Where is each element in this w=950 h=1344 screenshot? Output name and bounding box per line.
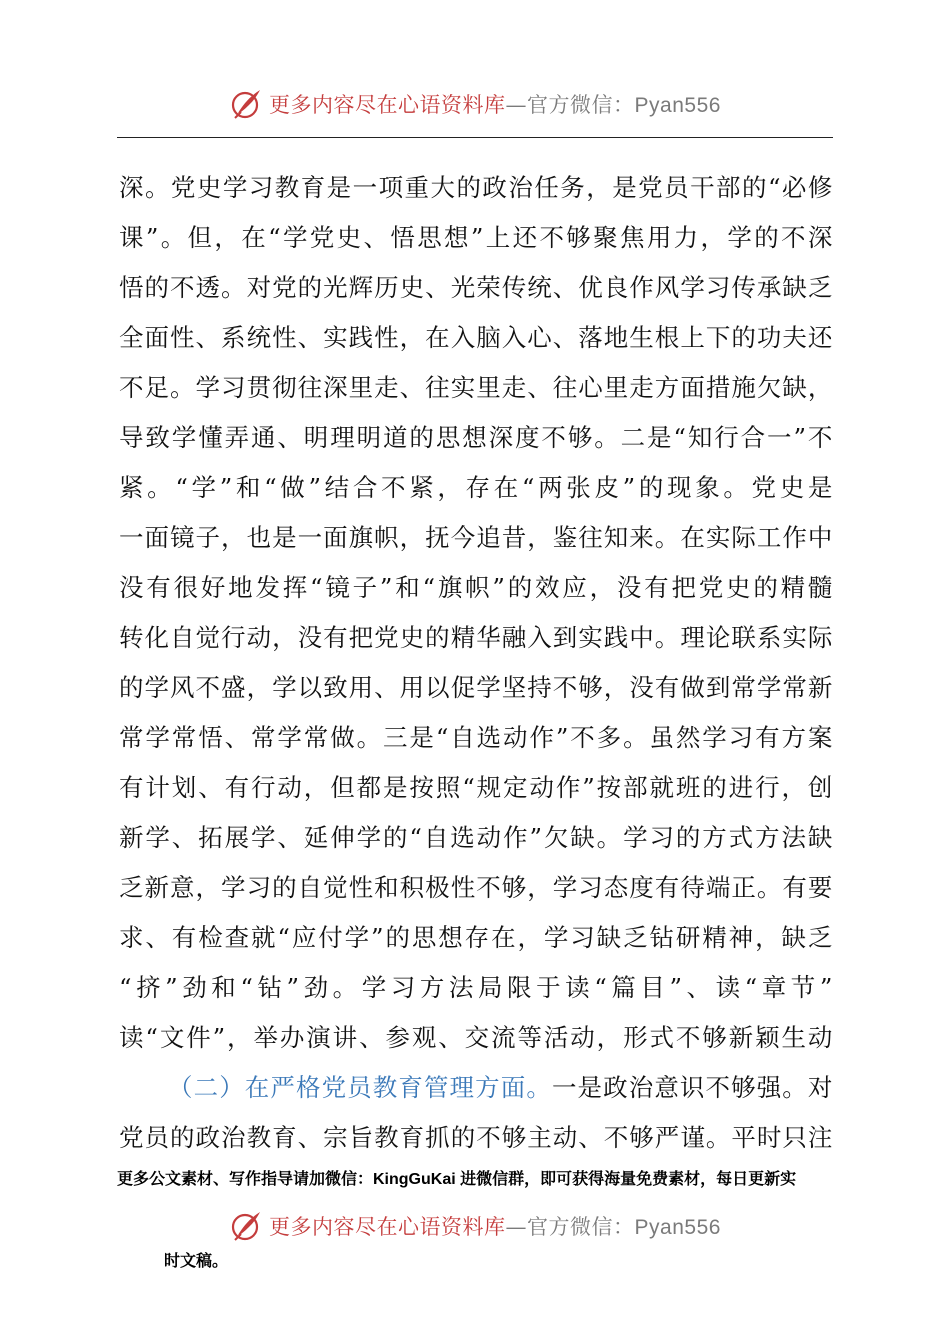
feather-pen-logo-icon xyxy=(229,1209,263,1243)
top-watermark-banner xyxy=(0,84,950,124)
body-line: 一面镜子，也是一面旗帜，抚今追昔，鉴往知来。在实际工作中 xyxy=(119,523,833,552)
banner-wechat-id: Pyan556 xyxy=(634,94,721,117)
body-line: 党员的政治教育、宗旨教育抓的不够主动、不够严谨。平时只注 xyxy=(119,1123,833,1152)
section-heading-line xyxy=(119,1063,833,1113)
banner-wechat-id: Pyan556 xyxy=(634,1216,721,1239)
body-line: 没有很好地发挥“镜子”和“旗帜”的效应，没有把党史的精髓 xyxy=(119,573,833,602)
banner-separator: — xyxy=(505,1215,528,1239)
body-line: 求、有检查就“应付学”的思想存在，学习缺乏钻研精神，缺乏 xyxy=(119,923,833,952)
body-line: 乏新意，学习的自觉性和积极性不够，学习态度有待端正。有要 xyxy=(119,873,833,902)
banner-separator: — xyxy=(505,93,528,117)
body-line: 导致学懂弄通、明理明道的思想深度不够。二是“知行合一”不 xyxy=(119,423,833,452)
body-line: 不足。学习贯彻往深里走、往实里走、往心里走方面措施欠缺， xyxy=(119,373,833,402)
body-line: 的学风不盛，学以致用、用以促学坚持不够，没有做到常学常新 xyxy=(119,673,833,702)
body-line: 读“文件”，举办演讲、参观、交流等活动，形式不够新颖生动 xyxy=(119,1023,833,1052)
banner-main-text: 更多内容尽在心语资料库 xyxy=(269,93,506,117)
body-line: 常学常悟、常学常做。三是“自选动作”不多。虽然学习有方案 xyxy=(119,723,833,752)
banner-wechat-label: 官方微信： xyxy=(527,1215,635,1239)
section-heading-rest: 一是政治意识不够强。对 xyxy=(551,1073,833,1102)
bottom-watermark-banner xyxy=(0,1206,950,1246)
banner-wechat-label: 官方微信： xyxy=(527,93,635,117)
body-line: 转化自觉行动，没有把党史的精华融入到实践中。理论联系实际 xyxy=(119,623,833,652)
body-line: 紧。“学”和“做”结合不紧，存在“两张皮”的现象。党史是 xyxy=(119,473,833,502)
feather-pen-logo-icon xyxy=(229,87,263,121)
body-line: 有计划、有行动，但都是按照“规定动作”按部就班的进行，创 xyxy=(119,773,833,802)
body-line: 悟的不透。对党的光辉历史、光荣传统、优良作风学习传承缺乏 xyxy=(119,273,833,302)
body-line: 新学、拓展学、延伸学的“自选动作”欠缺。学习的方式方法缺 xyxy=(119,823,833,852)
section-heading: （二）在严格党员教育管理方面。 xyxy=(168,1073,552,1102)
header-rule xyxy=(117,137,833,138)
body-line: 深。党史学习教育是一项重大的政治任务，是党员干部的“必修 xyxy=(119,173,833,202)
footer-promo-tail: 时文稿。 xyxy=(164,1253,229,1270)
body-line: 课”。但，在“学党史、悟思想”上还不够聚焦用力，学的不深 xyxy=(119,223,833,252)
document-body xyxy=(119,163,833,1163)
footer-promo-note: 更多公文素材、写作指导请加微信：KingGuKai 进微信群，即可获得海量免费素材，每日更新实 xyxy=(117,1171,797,1188)
body-line: 全面性、系统性、实践性，在入脑入心、落地生根上下的功夫还 xyxy=(119,323,833,352)
banner-main-text: 更多内容尽在心语资料库 xyxy=(269,1215,506,1239)
body-line: “挤”劲和“钻”劲。学习方法局限于读“篇目”、读“章节” xyxy=(119,973,833,1002)
